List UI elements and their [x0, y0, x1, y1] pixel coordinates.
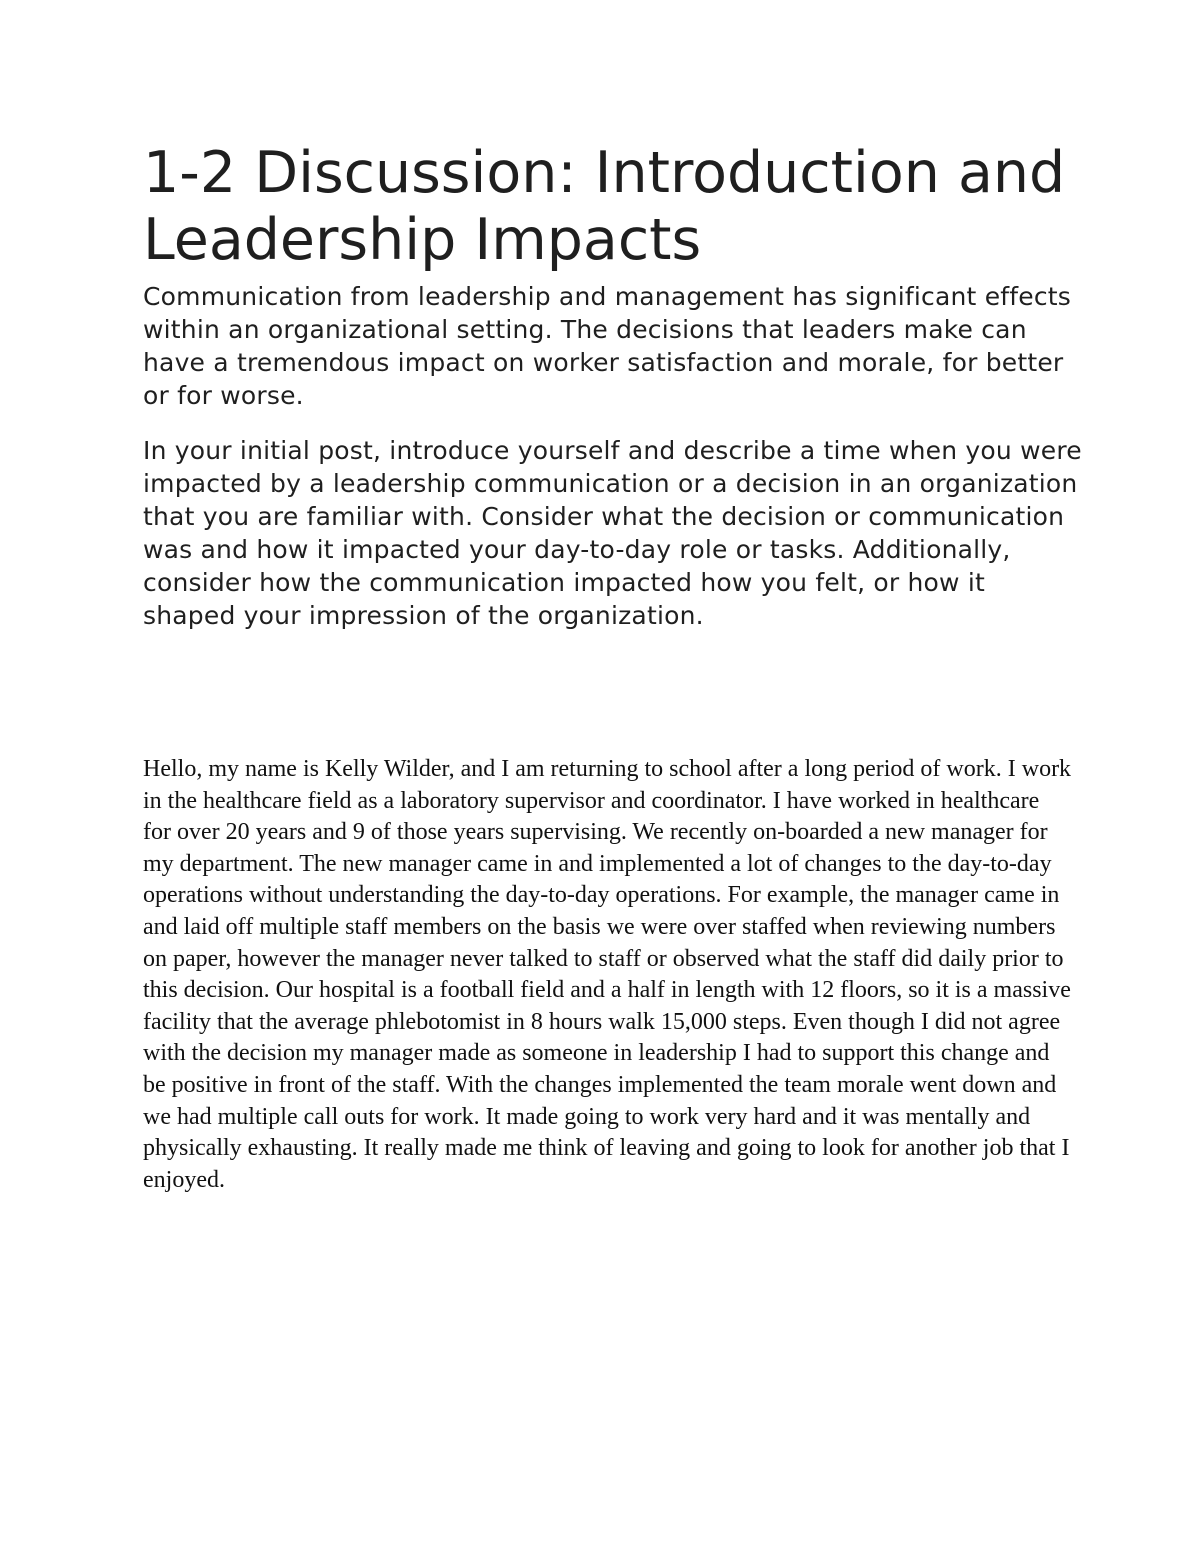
prompt-paragraph: In your initial post, introduce yourself and describe a time when you were impacted by a leadership communication or a decision in an organization that you are familiar with. Consider what the decision or communication was and how it impacted your day-to-day role or tasks. Additionally, consider how the communication impacted how you felt, or how it shaped your impression of the organization.: [143, 436, 1082, 630]
document-title: 1-2 Discussion: Introduction and Leadership Impacts: [143, 140, 1066, 273]
prompt-paragraph: Communication from leadership and management has significant effects within an organizational setting. The decisions that leaders make can have a tremendous impact on worker satisfaction and morale, for better or for worse.: [143, 282, 1072, 410]
response-paragraph: Hello, my name is Kelly Wilder, and I am returning to school after a long period of work. I work in the healthcare field as a laboratory supervisor and coordinator. I have worked in healthcare for over 20 years and 9 of those years supervising. We recently on-boarded a new manager for my department. The new manager came in and implemented a lot of changes to the day-to-day operations without understanding the day-to-day operations. For example, the manager came in and laid off multiple staff members on the basis we were over staffed when reviewing numbers on paper, however the manager never talked to staff or observed what the staff did daily prior to this decision. Our hospital is a football field and a half in length with 12 floors, so it is a massive facility that the average phlebotomist in 8 hours walk 15,000 steps. Even though I did not agree with the decision my manager made as someone in leadership I had to support this change and be positive in front of the staff. With the changes implemented the team morale went down and we had multiple call outs for work. It made going to work very hard and it was mentally and physically exhausting. It really made me think of leaving and going to look for another job that I enjoyed.: [143, 756, 1072, 1193]
